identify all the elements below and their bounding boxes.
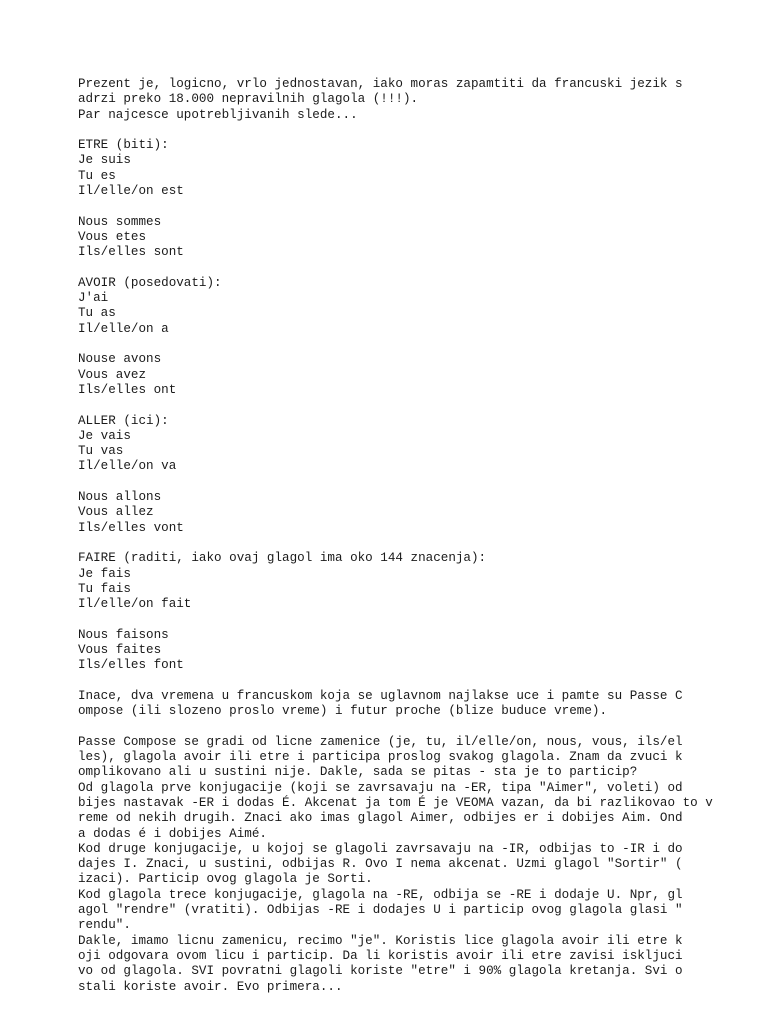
text-line: Par najcesce upotrebljivanih slede...: [78, 107, 358, 122]
text-line: vo od glagola. SVI povratni glagoli koriste "etre" i 90% glagola kretanja. Svi o: [78, 964, 683, 979]
text-line: Je suis: [78, 153, 131, 168]
text-line: reme od nekih drugih. Znaci ako imas glagol Aimer, odbijes er i dobijes Aim. Ond: [78, 811, 683, 826]
text-line: Il/elle/on est: [78, 184, 184, 199]
text-line: a dodas é i dobijes Aimé.: [78, 826, 267, 841]
text-line: Vous avez: [78, 367, 147, 382]
text-line: Nous sommes: [78, 214, 162, 229]
text-line: Ils/elles vont: [78, 520, 184, 535]
text-line: Inace, dva vremena u francuskom koja se uglavnom najlakse uce i pamte su Passe C: [78, 688, 683, 703]
paragraph: [78, 689, 758, 720]
text-line: omplikovano ali u sustini nije. Dakle, sada se pitas - sta je to particip?: [78, 765, 638, 780]
text-line: Tu es: [78, 168, 116, 183]
text-line: Il/elle/on fait: [78, 597, 192, 612]
paragraph: [78, 628, 758, 674]
text-line: bijes nastavak -ER i dodas É. Akcenat ja tom É je VEOMA vazan, da bi razlikovao to v: [78, 795, 713, 810]
paragraph: [78, 490, 758, 536]
text-line: Ils/elles ont: [78, 382, 177, 397]
text-line: Nous faisons: [78, 627, 169, 642]
text-line: Il/elle/on va: [78, 459, 177, 474]
text-line: izaci). Particip ovog glagola je Sorti.: [78, 872, 373, 887]
text-line: ompose (ili slozeno proslo vreme) i futur proche (blize buduce vreme).: [78, 704, 608, 719]
text-line: Ils/elles font: [78, 658, 184, 673]
text-line: Kod druge konjugacije, u kojoj se glagoli zavrsavaju na -IR, odbijas to -IR i do: [78, 841, 683, 856]
text-line: Je fais: [78, 566, 131, 581]
paragraph: [78, 551, 758, 612]
text-line: Je vais: [78, 428, 131, 443]
text-line: Tu fais: [78, 581, 131, 596]
paragraph: [78, 352, 758, 398]
text-line: Vous faites: [78, 642, 162, 657]
text-line: Tu vas: [78, 444, 124, 459]
text-line: Nous allons: [78, 490, 162, 505]
paragraph: [78, 735, 758, 995]
text-line: Prezent je, logicno, vrlo jednostavan, iako moras zapamtiti da francuski jezik s: [78, 77, 683, 91]
text-line: ALLER (ici):: [78, 413, 169, 428]
text-line: Vous etes: [78, 229, 147, 244]
text-line: adrzi preko 18.000 nepravilnih glagola (!!!).: [78, 92, 419, 107]
text-line: Tu as: [78, 306, 116, 321]
text-line: Od glagola prve konjugacije (koji se zavrsavaju na -ER, tipa "Aimer", voleti) od: [78, 780, 683, 795]
text-line: Kod glagola trece konjugacije, glagola na -RE, odbija se -RE i dodaje U. Npr, gl: [78, 887, 683, 902]
paragraph: [78, 414, 758, 475]
text-line: Vous allez: [78, 505, 154, 520]
text-line: les), glagola avoir ili etre i participa proslog svakog glagola. Znam da zvuci k: [78, 750, 683, 765]
paragraph: [78, 77, 758, 123]
text-line: agol "rendre" (vratiti). Odbijas -RE i dodajes U i particip ovog glagola glasi ": [78, 903, 683, 918]
text-line: FAIRE (raditi, iako ovaj glagol ima oko 144 znacenja):: [78, 551, 487, 566]
text-line: dajes I. Znaci, u sustini, odbijas R. Ovo I nema akcenat. Uzmi glagol "Sortir" (: [78, 857, 683, 872]
text-line: ETRE (biti):: [78, 138, 169, 153]
text-line: AVOIR (posedovati):: [78, 275, 222, 290]
paragraph: [78, 138, 758, 199]
text-line: oji odgovara ovom licu i particip. Da li koristis avoir ili etre zavisi iskljuci: [78, 948, 683, 963]
text-line: J'ai: [78, 291, 109, 306]
text-line: stali koriste avoir. Evo primera...: [78, 979, 343, 994]
text-line: Passe Compose se gradi od licne zamenice (je, tu, il/elle/on, nous, vous, ils/el: [78, 734, 683, 749]
paragraph: [78, 215, 758, 261]
text-line: Nouse avons: [78, 352, 162, 367]
document-text: [78, 77, 758, 1010]
text-line: Ils/elles sont: [78, 245, 184, 260]
paragraph: [78, 276, 758, 337]
text-line: Dakle, imamo licnu zamenicu, recimo "je". Koristis lice glagola avoir ili etre k: [78, 933, 683, 948]
text-line: rendu".: [78, 918, 131, 933]
text-line: Il/elle/on a: [78, 321, 169, 336]
